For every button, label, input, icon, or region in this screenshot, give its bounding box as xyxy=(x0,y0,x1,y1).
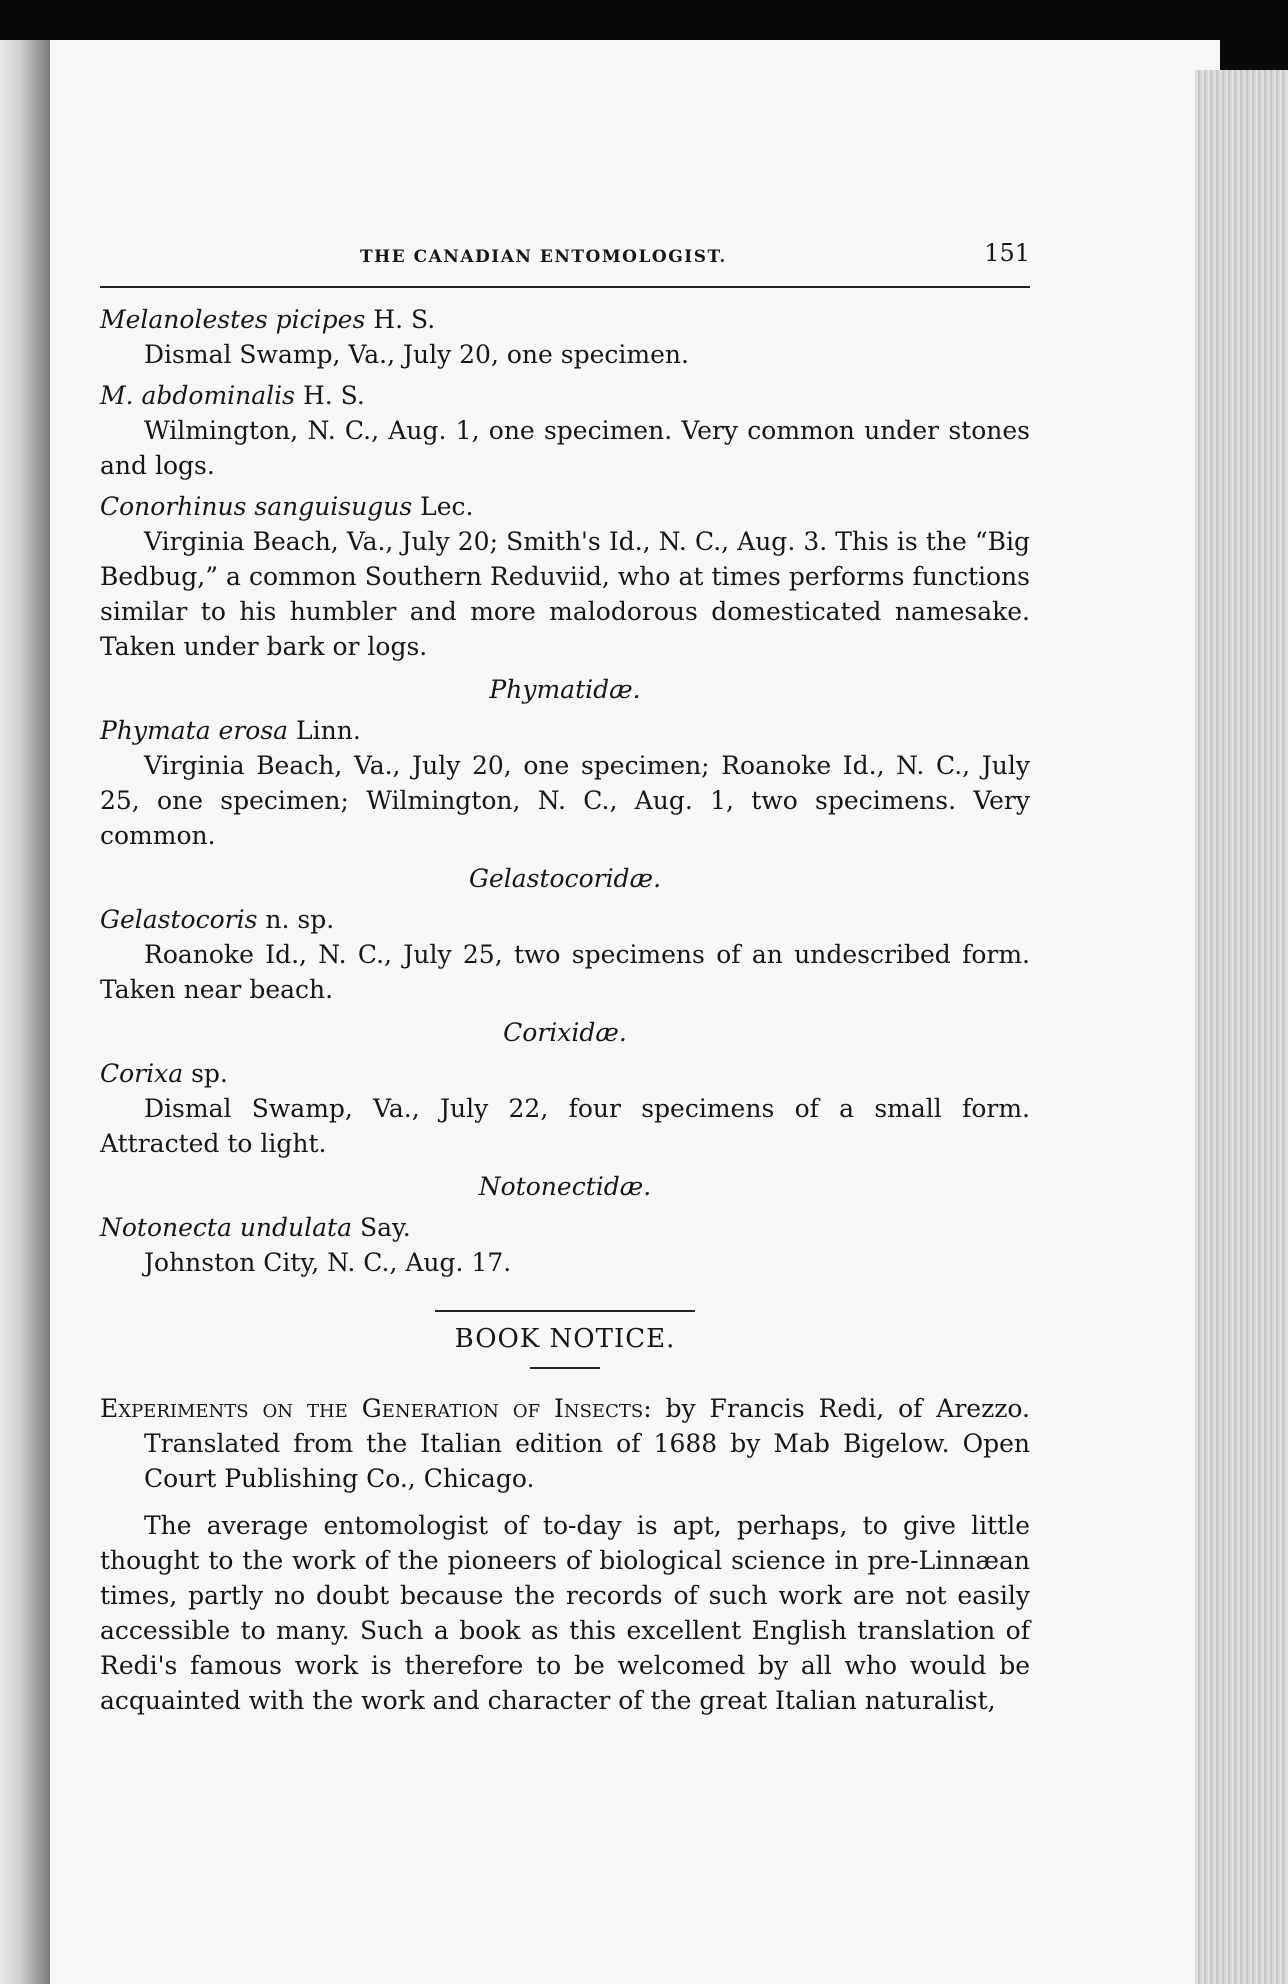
family-heading: Phymatidæ. xyxy=(489,675,641,704)
species-author: Say. xyxy=(359,1213,411,1242)
species-name xyxy=(100,1056,1030,1091)
page-stack-edge xyxy=(1195,70,1288,1984)
page-number: 151 xyxy=(984,239,1030,267)
family-heading: Notonectidæ. xyxy=(478,1172,652,1201)
species-binomial: Melanolestes picipes xyxy=(100,305,366,334)
species-binomial: Conorhinus sanguisugus xyxy=(100,492,413,521)
species-record: Johnston City, N. C., Aug. 17. xyxy=(144,1248,512,1277)
running-title: THE CANADIAN ENTOMOLOGIST. xyxy=(360,247,727,267)
species-binomial: Phymata erosa xyxy=(100,716,289,745)
page-content xyxy=(100,240,1030,1718)
species-name xyxy=(100,902,1030,937)
header-rule xyxy=(100,286,1030,288)
species-name xyxy=(100,302,1030,337)
species-name xyxy=(100,1210,1030,1245)
species-record: Wilmington, N. C., Aug. 1, one specimen. Very common under stones and logs. xyxy=(100,416,1030,480)
species-author: Lec. xyxy=(420,492,474,521)
species-author: sp. xyxy=(191,1059,228,1088)
running-head xyxy=(100,240,1030,286)
section-divider xyxy=(435,1310,695,1312)
species-record: Dismal Swamp, Va., July 20, one specimen. xyxy=(144,340,689,369)
book-title: Experiments on the Generation of Insects xyxy=(100,1394,644,1423)
species-name xyxy=(100,713,1030,748)
species-binomial: M. abdominalis xyxy=(100,381,295,410)
book-binding-edge xyxy=(0,40,50,1984)
species-record: Virginia Beach, Va., July 20, one specimen; Roanoke Id., N. C., July 25, one specimen; Wilmington, N. C., Aug. 1, two specimens. Very common. xyxy=(100,751,1030,850)
species-binomial: Corixa xyxy=(100,1059,184,1088)
species-record: Virginia Beach, Va., July 20; Smith's Id., N. C., Aug. 3. This is the “Big Bedbug,” a common Southern Reduviid, who at times performs functions similar to his humbler and more malodorous domesticated namesake. Taken under bark or logs. xyxy=(100,527,1030,661)
species-author: Linn. xyxy=(296,716,361,745)
heading-rule xyxy=(530,1367,600,1369)
book-citation xyxy=(100,1391,1030,1496)
species-binomial: Gelastocoris xyxy=(100,905,258,934)
species-name xyxy=(100,378,1030,413)
species-record: Dismal Swamp, Va., July 22, four specimens of a small form. Attracted to light. xyxy=(100,1094,1030,1158)
family-heading: Gelastocoridæ. xyxy=(468,864,662,893)
book-review-text: The average entomologist of to-day is apt, perhaps, to give little thought to the work of the pioneers of biological science in pre-Linnæan times, partly no doubt because the records of such work are not easily accessible to many. Such a book as this excellent English translation of Redi's famous work is therefore to be welcomed by all who would be acquainted with the work and character of the great Italian naturalist, xyxy=(100,1511,1030,1715)
family-heading: Corixidæ. xyxy=(503,1018,627,1047)
species-author: H. S. xyxy=(302,381,365,410)
book-notice-heading: BOOK NOTICE. xyxy=(454,1324,676,1354)
species-author: H. S. xyxy=(373,305,436,334)
book-citation-details: : by Francis Redi, of Arezzo. Translated from the Italian edition of 1688 by Mab Bigelow. Open Court Publishing Co., Chicago. xyxy=(144,1394,1030,1493)
species-name xyxy=(100,489,1030,524)
species-binomial: Notonecta undulata xyxy=(100,1213,352,1242)
species-author: n. sp. xyxy=(265,905,335,934)
species-record: Roanoke Id., N. C., July 25, two specimens of an undescribed form. Taken near beach. xyxy=(100,940,1030,1004)
